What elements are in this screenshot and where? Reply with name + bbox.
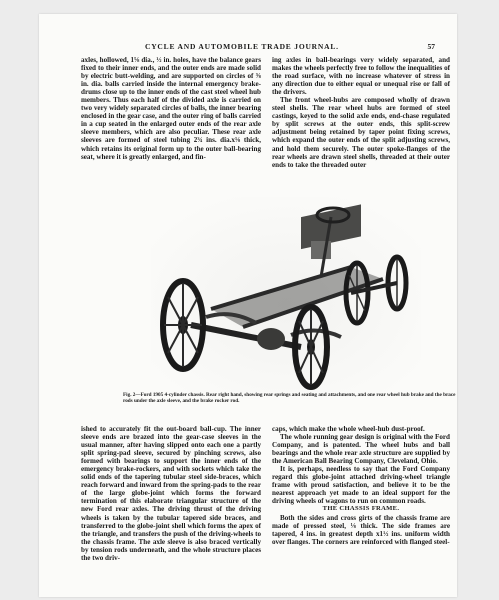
column-top-right: [272, 56, 450, 169]
paragraph: caps, which make the whole wheel-hub dust-proof.: [272, 425, 425, 433]
paragraph: The whole running gear design is original with the Ford Company, and is patented. The wheel hubs and ball bearings and the whole rear axle structure are supplied by the American Ball Bearing Company, Cleveland, Ohio.: [272, 433, 450, 466]
page-number: 57: [427, 42, 435, 51]
journal-page: [39, 14, 457, 597]
figure-caption: Fig. 2—Ford 1905 4-cylinder chassis. Rear right hand, showing rear springs and seating and attachments, and one rear wheel hub brake and the brace rods under the axle sleeve, and the brake rocker rod.: [123, 392, 456, 404]
paragraph: The front wheel-hubs are composed wholly of drawn steel shells. The rear wheel hubs are formed of steel castings, keyed to the solid axle ends, end-chase regulated by split screws at the outer ends, this split-screw adjustment being retained by taper point fixing screws, which expand the outer ends of the split adjusting screws, and hold them securely. The outer spoke-flanges of the rear wheels are drawn steel shells, threaded at their outer ends to take the threaded outer: [272, 96, 450, 169]
column-bottom-left: [81, 425, 261, 562]
paragraph: It is, perhaps, needless to say that the Ford Company regard this globe-joint attached driving-wheel triangle frame with proud satisfaction, and believe it to be the nearest approach yet made to an ideal support for the driving wheels of wagons to run on common roads.: [272, 465, 450, 506]
chassis-photograph: [151, 197, 421, 392]
rear-wheel-left: [163, 281, 203, 369]
section-heading: THE CHASSIS FRAME.: [322, 505, 400, 513]
column-bottom-right: [272, 425, 450, 546]
paragraph: Both the sides and cross girts of the chassis frame are made of pressed steel, ⅛ thick. The side frames are tapered, 4 ins. in greatest depth x1½ ins. uniform width over flanges. The corners are reinforced with flanged steel-: [272, 513, 450, 546]
paragraph: ished to accurately fit the out-board ball-cup. The inner sleeve ends are brazed into the gear-case sleeves in the usual manner, after having slipped onto each one a partly split spring-pad sleeve, secured by pinching screws, also formed with bearings to support the inner ends of the emergency brake-rockers, and with sockets which take the solid ends of the tapering tubular steel side-braces, which reach forward and inward from the spring-pads to the rear of the large globe-joint which forms the forward termination of this elaborate triangular structure of the new Ford rear axles. The driving thrust of the driving wheels is taken by the tubular tapered side braces, and transferred to the globe-joint shell which forms the apex of the triangle, and transfers the push of the driving-wheels to the chassis frame. The axle sleeve is also braced vertically by tension rods underneath, and the whole structure places the two driv-: [81, 425, 261, 562]
running-title: CYCLE AND AUTOMOBILE TRADE JOURNAL.: [145, 42, 339, 51]
paragraph: axles, hollowed, 1⅝ dia., ½ in. holes, have the balance gears fixed to their inner ends, and the outer ends are made solid by electric butt-welding, and are supported on circles of ⅜ in. dia. balls carried inside the internal emergency brake-drums close up to the inner ends of the cast steel wheel hub members. Thus each half of the divided axle is carried on two very widely separated circles of balls, the inner bearing enclosed in the gear case, and the outer ring of balls carried in a cup seated in the enlarged outer ends of the rear axle sleeve members, which are also peculiar. These rear axle sleeves are formed of steel tubing 2¾ ins. dia.x⅛ thick, which retains its original form up to the outer ball-bearing seat, where it is greatly enlarged, and fin-: [81, 56, 261, 161]
paragraph: ing axles in ball-bearings very widely separated, and makes the wheels perfectly free to follow the inequalities of the road surface, with no increase whatever of stress in any direction due to either equal or unequal rise or fall of the drivers.: [272, 56, 450, 97]
column-top-left: [81, 56, 261, 161]
